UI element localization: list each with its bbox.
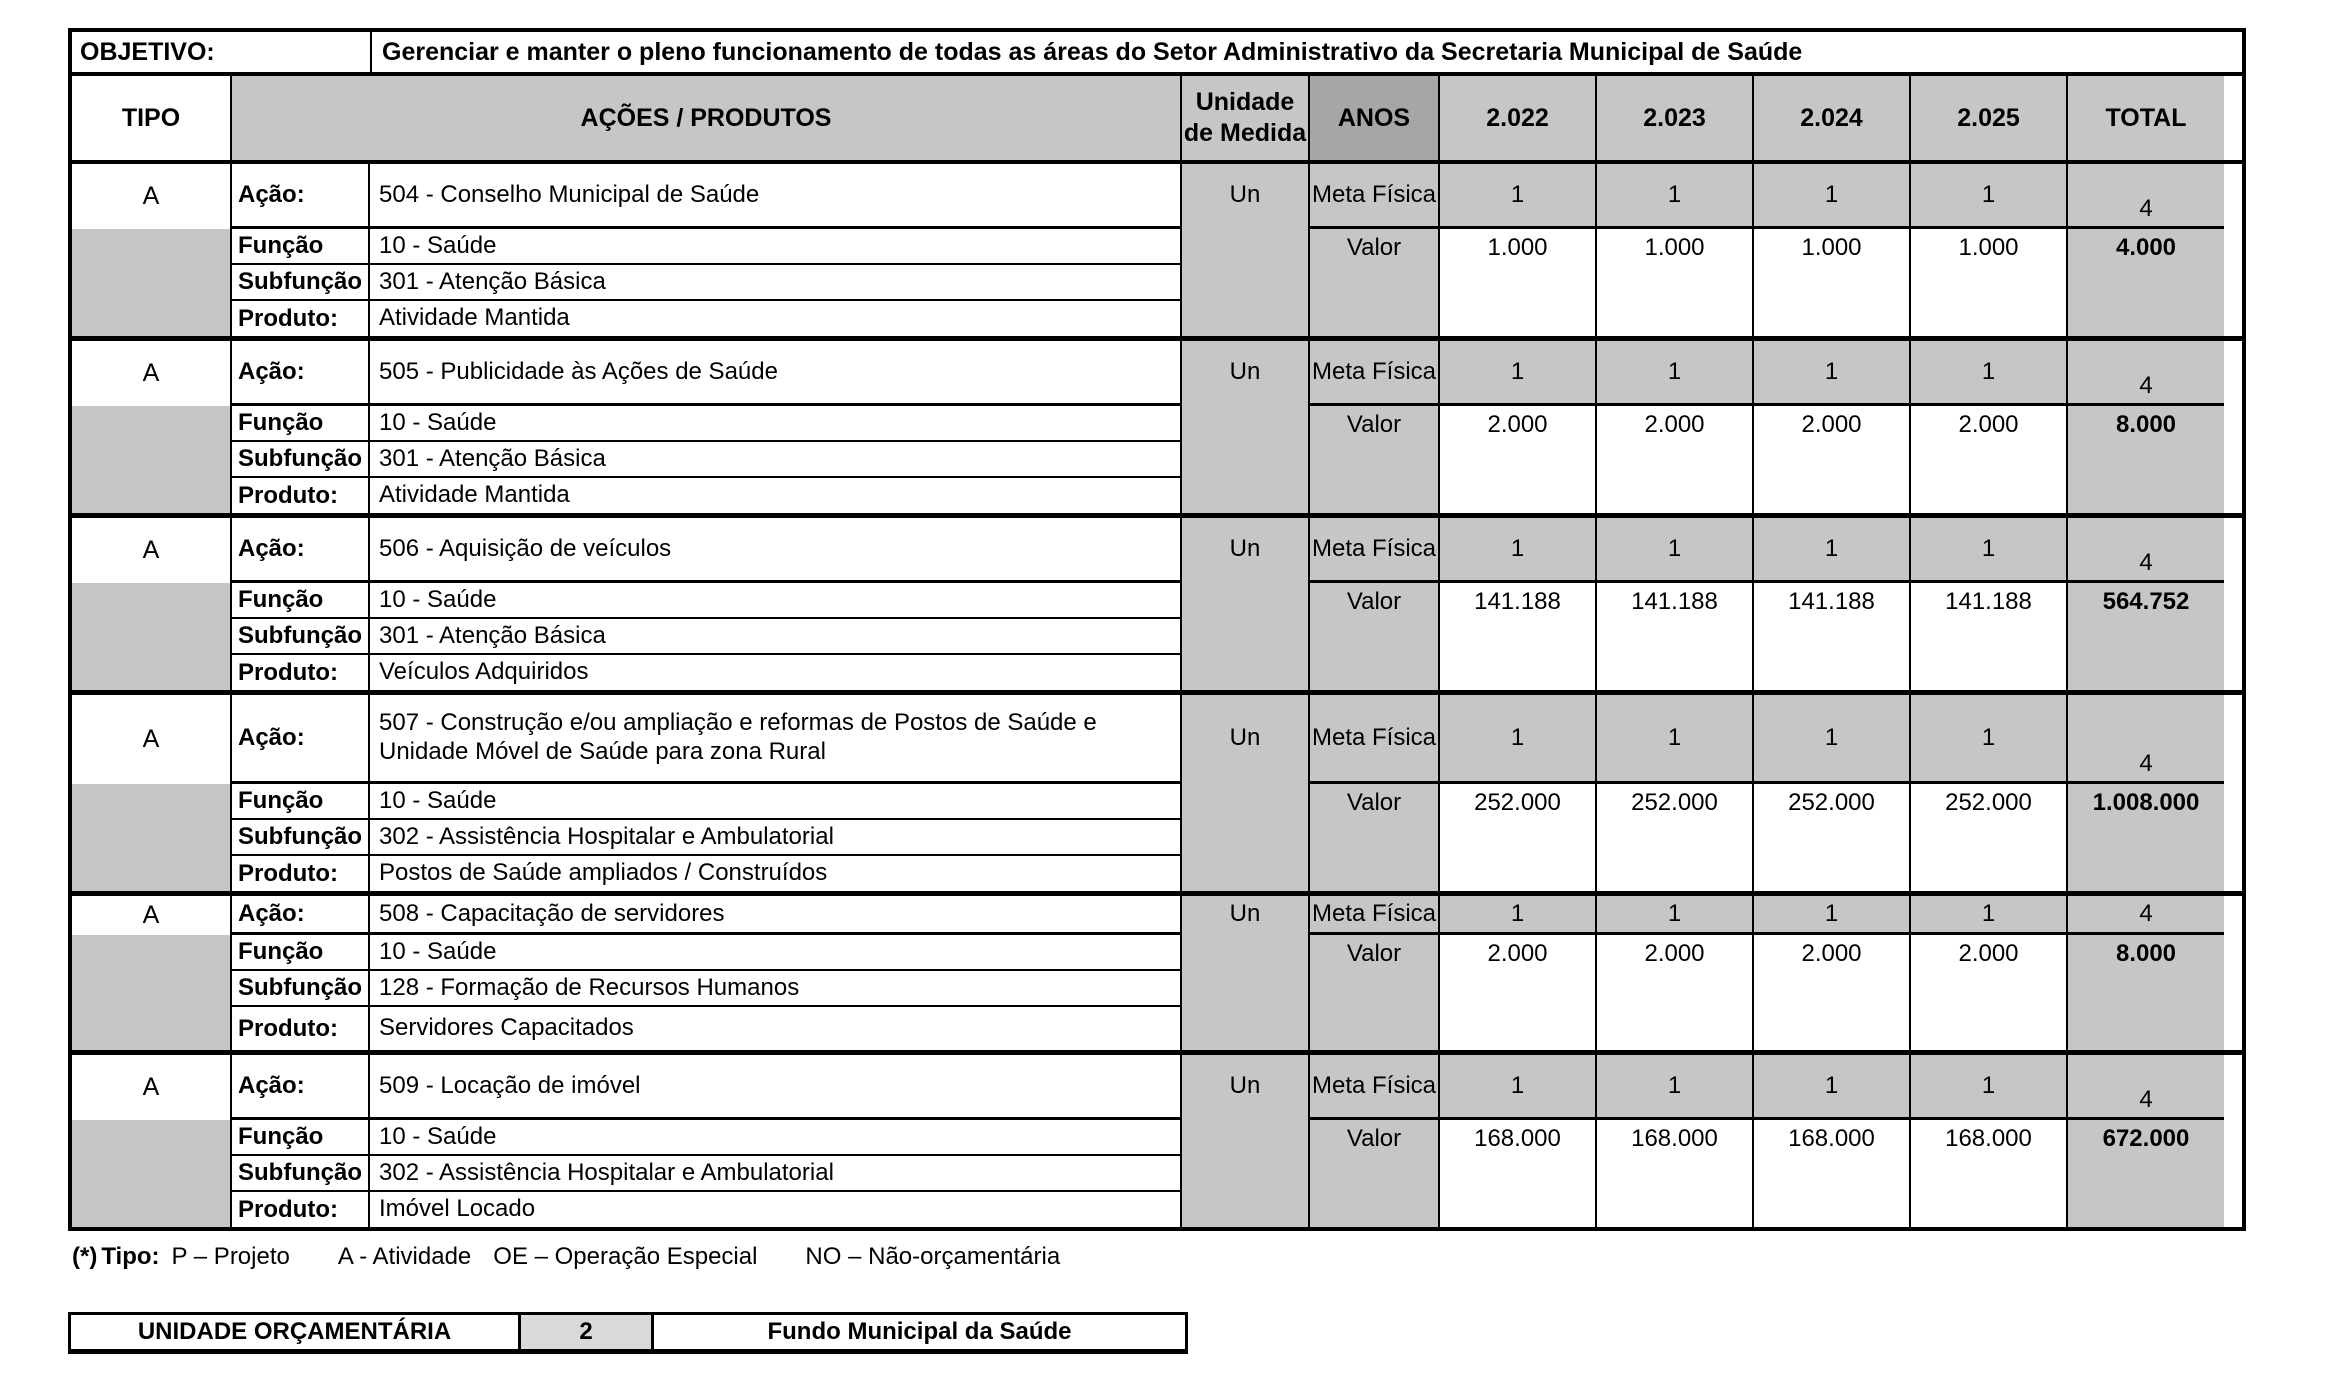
header-total: TOTAL	[2066, 76, 2224, 160]
valor-value: 2.000	[1911, 935, 2066, 1050]
meta-value: 1	[1911, 695, 2066, 784]
anos-column	[1308, 1055, 1438, 1227]
anos-column	[1308, 695, 1438, 891]
action-block-509	[72, 1055, 2242, 1227]
tipo-filler	[72, 935, 230, 1050]
valor-value: 168.000	[1440, 1120, 1595, 1227]
acoes-column	[230, 518, 1180, 690]
unidade-orcamentaria-value: Fundo Municipal da Saúde	[651, 1315, 1185, 1349]
meta-value: 1	[1754, 164, 1909, 229]
total-column	[2066, 164, 2224, 336]
year-2025-column	[1909, 341, 2066, 513]
tipo-value: A	[72, 1055, 230, 1120]
valor-value: 141.188	[1597, 583, 1752, 690]
unidade-cell: Un	[1180, 518, 1308, 690]
acao-value: 509 - Locação de imóvel	[379, 1071, 641, 1099]
valor-value: 2.000	[1597, 406, 1752, 513]
produto-value: Atividade Mantida	[379, 304, 570, 332]
meta-value: 1	[1911, 1055, 2066, 1120]
year-2024-column	[1752, 518, 1909, 690]
objective-text: Gerenciar e manter o pleno funcionamento de todas as áreas do Setor Administrativo da Secretaria Municipal de Saúde	[382, 37, 1803, 66]
funcao-value: 10 - Saúde	[379, 786, 497, 814]
anos-column	[1308, 518, 1438, 690]
funcao-label: Função	[232, 935, 370, 969]
legend-item-projeto: P – Projeto	[171, 1243, 290, 1270]
header-year-2024: 2.024	[1752, 76, 1909, 160]
funcao-value: 10 - Saúde	[379, 937, 497, 965]
acao-label: Ação:	[232, 695, 370, 781]
meta-total: 4	[2068, 164, 2224, 229]
meta-value: 1	[1597, 896, 1752, 935]
valor-value: 252.000	[1440, 784, 1595, 891]
produto-row	[232, 301, 1180, 336]
valor-label: Valor	[1346, 411, 1402, 438]
tipo-column	[72, 1055, 230, 1227]
unidade-cell: Un	[1180, 695, 1308, 891]
valor-value: 141.188	[1754, 583, 1909, 690]
legend-item-nao-orcamentaria: NO – Não-orçamentária	[805, 1243, 1061, 1270]
acao-row	[232, 896, 1180, 935]
valor-value: 252.000	[1754, 784, 1909, 891]
subfuncao-value: 301 - Atenção Básica	[379, 267, 606, 295]
acao-label: Ação:	[232, 1055, 370, 1117]
produto-label: Produto:	[232, 856, 370, 891]
valor-value: 1.000	[1440, 229, 1595, 336]
funcao-value: 10 - Saúde	[379, 408, 497, 436]
valor-value: 2.000	[1754, 406, 1909, 513]
objective-label: OBJETIVO:	[72, 32, 372, 72]
year-2025-column	[1909, 1055, 2066, 1227]
produto-label: Produto:	[232, 1192, 370, 1227]
valor-label: Valor	[1346, 234, 1402, 261]
produto-value: Postos de Saúde ampliados / Construídos	[379, 859, 828, 887]
action-block-507	[72, 695, 2242, 896]
year-2024-column	[1752, 341, 1909, 513]
meta-value: 1	[1597, 695, 1752, 784]
valor-value: 168.000	[1911, 1120, 2066, 1227]
year-2023-column	[1595, 695, 1752, 891]
action-block-506	[72, 518, 2242, 695]
legend-item-operacao-especial: OE – Operação Especial	[493, 1243, 758, 1270]
produto-value: Veículos Adquiridos	[379, 658, 589, 686]
meta-value: 1	[1440, 1055, 1595, 1120]
year-2025-column	[1909, 896, 2066, 1050]
year-2022-column	[1438, 896, 1595, 1050]
subfuncao-value: 302 - Assistência Hospitalar e Ambulatorial	[379, 1158, 834, 1186]
funcao-row	[232, 784, 1180, 820]
total-column	[2066, 341, 2224, 513]
meta-total: 4	[2068, 695, 2224, 784]
meta-value: 1	[1440, 518, 1595, 583]
valor-label: Valor	[1346, 588, 1402, 615]
tipo-column	[72, 695, 230, 891]
valor-value: 1.000	[1597, 229, 1752, 336]
year-2023-column	[1595, 341, 1752, 513]
valor-label: Valor	[1346, 1125, 1402, 1152]
funcao-label: Função	[232, 784, 370, 818]
funcao-value: 10 - Saúde	[379, 585, 497, 613]
year-2022-column	[1438, 695, 1595, 891]
meta-fisica-label: Meta Física	[1310, 341, 1438, 406]
produto-label: Produto:	[232, 1007, 370, 1050]
valor-total: 672.000	[2102, 1125, 2190, 1152]
valor-value: 2.000	[1911, 406, 2066, 513]
year-2025-column	[1909, 518, 2066, 690]
valor-total: 8.000	[2115, 411, 2177, 438]
tipo-column	[72, 164, 230, 336]
meta-fisica-label: Meta Física	[1310, 518, 1438, 583]
unidade-cell: Un	[1180, 164, 1308, 336]
tipo-value: A	[72, 518, 230, 583]
funcao-label: Função	[232, 583, 370, 617]
funcao-value: 10 - Saúde	[379, 1122, 497, 1150]
funcao-row	[232, 406, 1180, 442]
produto-row	[232, 1007, 1180, 1050]
year-2023-column	[1595, 518, 1752, 690]
anos-column	[1308, 164, 1438, 336]
total-column	[2066, 1055, 2224, 1227]
meta-fisica-label: Meta Física	[1310, 695, 1438, 784]
year-2025-column	[1909, 695, 2066, 891]
meta-fisica-label: Meta Física	[1310, 1055, 1438, 1120]
tipo-filler	[72, 784, 230, 891]
unidade-cell: Un	[1180, 341, 1308, 513]
legend-item-atividade: A - Atividade	[337, 1243, 472, 1270]
year-2025-column	[1909, 164, 2066, 336]
valor-value: 252.000	[1911, 784, 2066, 891]
meta-value: 1	[1440, 896, 1595, 935]
subfuncao-row	[232, 820, 1180, 856]
acao-value: 508 - Capacitação de servidores	[379, 899, 725, 927]
acao-value: 506 - Aquisição de veículos	[379, 534, 672, 562]
year-2023-column	[1595, 896, 1752, 1050]
meta-value: 1	[1754, 1055, 1909, 1120]
valor-value: 2.000	[1597, 935, 1752, 1050]
acao-label: Ação:	[232, 518, 370, 580]
header-year-2022: 2.022	[1438, 76, 1595, 160]
acao-value: 505 - Publicidade às Ações de Saúde	[379, 357, 778, 385]
meta-fisica-label: Meta Física	[1310, 164, 1438, 229]
subfuncao-value: 302 - Assistência Hospitalar e Ambulatorial	[379, 822, 834, 850]
acao-value: 507 - Construção e/ou ampliação e reformas de Postos de Saúde e Unidade Móvel de Saúde para zona Rural	[379, 709, 1097, 765]
acoes-column	[230, 1055, 1180, 1227]
funcao-row	[232, 229, 1180, 265]
header-year-2023: 2.023	[1595, 76, 1752, 160]
funcao-row	[232, 935, 1180, 971]
year-2023-column	[1595, 164, 1752, 336]
unidade-cell: Un	[1180, 896, 1308, 1050]
acao-label: Ação:	[232, 896, 370, 932]
meta-total: 4	[2068, 896, 2224, 935]
year-2022-column	[1438, 164, 1595, 336]
year-2024-column	[1752, 695, 1909, 891]
produto-row	[232, 856, 1180, 891]
meta-total: 4	[2068, 341, 2224, 406]
valor-value: 2.000	[1440, 406, 1595, 513]
subfuncao-label: Subfunção	[232, 442, 370, 476]
subfuncao-row	[232, 971, 1180, 1007]
subfuncao-row	[232, 1156, 1180, 1192]
year-2022-column	[1438, 518, 1595, 690]
table-header-row	[72, 76, 2242, 164]
funcao-value: 10 - Saúde	[379, 231, 497, 259]
subfuncao-row	[232, 619, 1180, 655]
total-column	[2066, 695, 2224, 891]
produto-row	[232, 1192, 1180, 1227]
meta-value: 1	[1440, 164, 1595, 229]
meta-value: 1	[1440, 695, 1595, 784]
acoes-column	[230, 164, 1180, 336]
produto-row	[232, 478, 1180, 513]
produto-row	[232, 655, 1180, 690]
tipo-filler	[72, 583, 230, 690]
valor-value: 141.188	[1911, 583, 2066, 690]
tipo-legend	[72, 1243, 1060, 1271]
total-column	[2066, 518, 2224, 690]
valor-total: 4.000	[2115, 234, 2177, 261]
acoes-column	[230, 896, 1180, 1050]
header-year-2025: 2.025	[1909, 76, 2066, 160]
header-anos: ANOS	[1308, 76, 1438, 160]
valor-label: Valor	[1346, 789, 1402, 816]
produto-value: Imóvel Locado	[379, 1195, 536, 1223]
meta-value: 1	[1754, 896, 1909, 935]
meta-value: 1	[1597, 164, 1752, 229]
acoes-column	[230, 341, 1180, 513]
funcao-label: Função	[232, 406, 370, 440]
acao-row	[232, 164, 1180, 229]
tipo-column	[72, 896, 230, 1050]
produto-label: Produto:	[232, 301, 370, 336]
valor-value: 2.000	[1440, 935, 1595, 1050]
valor-value: 2.000	[1754, 935, 1909, 1050]
tipo-value: A	[72, 896, 230, 935]
meta-value: 1	[1597, 341, 1752, 406]
produto-value: Servidores Capacitados	[379, 1014, 634, 1042]
meta-value: 1	[1911, 896, 2066, 935]
meta-value: 1	[1754, 518, 1909, 583]
anos-column	[1308, 896, 1438, 1050]
acao-value: 504 - Conselho Municipal de Saúde	[379, 180, 760, 208]
subfuncao-label: Subfunção	[232, 1156, 370, 1190]
meta-value: 1	[1440, 341, 1595, 406]
legend-label: Tipo:	[101, 1243, 160, 1270]
subfuncao-row	[232, 265, 1180, 301]
acao-row	[232, 518, 1180, 583]
tipo-value: A	[72, 695, 230, 784]
valor-value: 168.000	[1754, 1120, 1909, 1227]
meta-total: 4	[2068, 1055, 2224, 1120]
acao-row	[232, 1055, 1180, 1120]
subfuncao-label: Subfunção	[232, 820, 370, 854]
valor-value: 168.000	[1597, 1120, 1752, 1227]
valor-value: 141.188	[1440, 583, 1595, 690]
year-2024-column	[1752, 896, 1909, 1050]
subfuncao-label: Subfunção	[232, 971, 370, 1005]
tipo-value: A	[72, 164, 230, 229]
subfuncao-value: 128 - Formação de Recursos Humanos	[379, 973, 800, 1001]
valor-value: 1.000	[1754, 229, 1909, 336]
total-column	[2066, 896, 2224, 1050]
header-acoes-produtos: AÇÕES / PRODUTOS	[230, 76, 1180, 160]
meta-value: 1	[1597, 1055, 1752, 1120]
year-2024-column	[1752, 1055, 1909, 1227]
funcao-label: Função	[232, 229, 370, 263]
tipo-column	[72, 518, 230, 690]
header-tipo: TIPO	[72, 76, 230, 160]
anos-column	[1308, 341, 1438, 513]
meta-fisica-label: Meta Física	[1310, 896, 1438, 935]
action-block-505	[72, 341, 2242, 518]
header-unidade-medida: Unidade de Medida	[1180, 76, 1308, 160]
tipo-filler	[72, 229, 230, 336]
action-block-504	[72, 164, 2242, 341]
year-2023-column	[1595, 1055, 1752, 1227]
unidade-cell: Un	[1180, 1055, 1308, 1227]
tipo-filler	[72, 1120, 230, 1227]
valor-total: 8.000	[2115, 940, 2177, 967]
tipo-value: A	[72, 341, 230, 406]
tipo-column	[72, 341, 230, 513]
objective-row	[72, 32, 2242, 76]
ppa-table	[68, 28, 2246, 1231]
acao-row	[232, 695, 1180, 784]
funcao-label: Função	[232, 1120, 370, 1154]
year-2022-column	[1438, 341, 1595, 513]
meta-total: 4	[2068, 518, 2224, 583]
meta-value: 1	[1911, 341, 2066, 406]
meta-value: 1	[1754, 341, 1909, 406]
year-2024-column	[1752, 164, 1909, 336]
valor-total: 564.752	[2102, 588, 2190, 615]
meta-value: 1	[1911, 518, 2066, 583]
subfuncao-row	[232, 442, 1180, 478]
funcao-row	[232, 1120, 1180, 1156]
valor-value: 252.000	[1597, 784, 1752, 891]
subfuncao-value: 301 - Atenção Básica	[379, 621, 606, 649]
legend-asterisk: (*)	[72, 1243, 98, 1270]
meta-value: 1	[1911, 164, 2066, 229]
produto-value: Atividade Mantida	[379, 481, 570, 509]
meta-value: 1	[1597, 518, 1752, 583]
action-block-508	[72, 896, 2242, 1055]
valor-label: Valor	[1346, 940, 1402, 967]
subfuncao-value: 301 - Atenção Básica	[379, 444, 606, 472]
unidade-orcamentaria-bar	[68, 1312, 1188, 1354]
funcao-row	[232, 583, 1180, 619]
unidade-orcamentaria-label: UNIDADE ORÇAMENTÁRIA	[71, 1315, 518, 1349]
valor-total: 1.008.000	[2092, 789, 2200, 816]
subfuncao-label: Subfunção	[232, 619, 370, 653]
meta-value: 1	[1754, 695, 1909, 784]
produto-label: Produto:	[232, 478, 370, 513]
acao-label: Ação:	[232, 341, 370, 403]
unidade-orcamentaria-code: 2	[518, 1315, 651, 1349]
acao-row	[232, 341, 1180, 406]
subfuncao-label: Subfunção	[232, 265, 370, 299]
produto-label: Produto:	[232, 655, 370, 690]
tipo-filler	[72, 406, 230, 513]
acoes-column	[230, 695, 1180, 891]
acao-label: Ação:	[232, 164, 370, 226]
valor-value: 1.000	[1911, 229, 2066, 336]
year-2022-column	[1438, 1055, 1595, 1227]
